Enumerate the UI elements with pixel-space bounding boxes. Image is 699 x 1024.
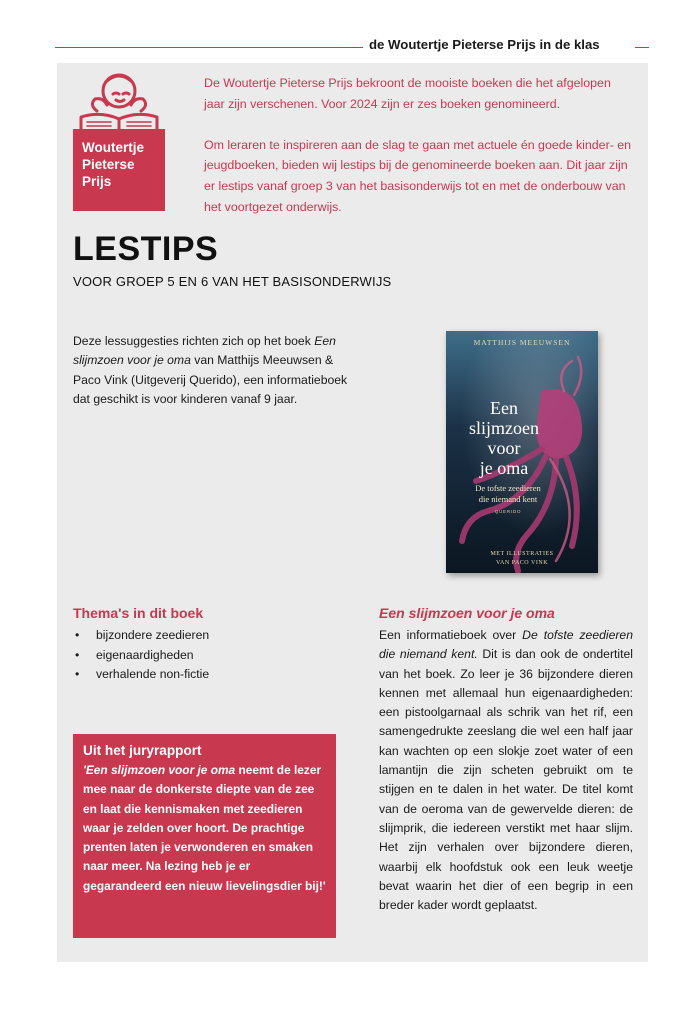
themes-list [73,626,209,685]
list-item [73,626,209,646]
cover-subtitle-line: die niemand kent [478,494,538,504]
cover-title-line: je oma [479,458,529,478]
book-subtitle: De tofste zeedieren die niemand kent. [379,628,633,662]
header-rule-left [55,47,363,48]
logo-line: Pieterse [82,157,135,172]
cover-illustrator-line: MET ILLUSTRATIES [490,551,554,557]
jury-report-box [73,734,336,938]
book-text-body: Dit is dan ook de ondertitel van het boek. Zo leer je 36 bijzondere dieren kennen met allemaal hun eigenaardigheden: een pistoolgarnaal als schrik van het rif, een samengedrukte zeeslang die wel een half jaar kan wachten op een slokje zoet water of een lamantijn die zijn scheten gebruikt om te stijgen en te dalen in het water. De titel komt van de oeroma van de gewervelde dieren: de slijmprik, die iedereen verstikt met haar slijm. Het zijn verhalen over bijzondere dieren, waarbij elk hoofdstuk ook een leuk weetje bevat waarin het dier of een begrip in een breder kader wordt geplaatst. [379,647,633,913]
theme-label: bijzondere zeedieren [96,628,210,642]
jury-report-heading: Uit het juryrapport [83,743,202,758]
lesson-description [73,332,363,409]
theme-label: verhalende non-fictie [96,667,210,681]
book-text-intro: Een informatieboek over [379,628,523,642]
cover-title-line: Een [490,398,518,418]
header-rule-right [635,47,649,48]
description-text: van Matthijs Meeuwsen & Paco Vink (Uitgeverij Querido), een informatieboek dat geschikt is voor kinderen vanaf 9 jaar. [73,353,348,406]
jury-quote-book-title: 'Een slijmzoen voor je oma [83,763,236,777]
jury-report-quote [83,761,326,896]
book-cover-art [446,331,598,573]
prize-logo [73,67,165,211]
jury-quote-text: neemt de lezer mee naar de donkerste diepte van de zee en laat die kennismaken met zeedieren waar je zelden over hoort. De prachtige prenten laten je verwonderen en smaken naar meer. Na lezing heb je er gegarandeerd een nieuw lievelingsdier bij!' [83,763,326,893]
bullet-icon: • [75,628,80,642]
bullet-icon: • [75,667,80,681]
book-description [379,626,633,915]
intro-paragraph-2: Om leraren te inspireren aan de slag te gaan met actuele én goede kinder- en jeugdboeken, bieden wij lestips bij de genomineerde boeken aan. Dit jaar zijn er lestips vanaf groep 3 van het basisonderwijs tot en met de onderbouw van het voortgezet onderwijs. [204,137,632,214]
page-title: LESTIPS [73,230,219,268]
bullet-icon: • [75,647,80,662]
prize-logo-label [73,129,165,211]
cover-illustrator-line: VAN PACO VINK [495,560,549,566]
cover-title-line: slijmzoen [469,418,539,438]
reading-child-icon [73,67,165,131]
list-item [73,646,209,666]
description-text: Deze lessuggesties richten zich op het boek [73,334,315,348]
cover-author: MATTHIJS MEEUWSEN [473,338,571,347]
cover-title-line: voor [487,438,521,458]
cover-subtitle-line: De tofste zeedieren [475,483,541,493]
intro-paragraph-1: De Woutertje Pieterse Prijs bekroont de mooiste boeken die het afgelopen jaar zijn verschenen. Voor 2024 zijn er zes boeken genomineerd. [204,76,611,111]
intro-text [204,73,634,238]
logo-line: Woutertje [82,140,145,155]
theme-label: eigenaardigheden [96,647,194,662]
cover-publisher: QUERIDO [494,509,522,514]
description-book-title: Een slijmzoen voor je oma [73,334,336,368]
header-title: de Woutertje Pieterse Prijs in de klas [369,37,600,52]
page-subtitle: VOOR GROEP 5 EN 6 VAN HET BASISONDERWIJS [73,274,392,289]
themes-heading: Thema's in dit boek [73,605,204,621]
book-cover [446,331,598,573]
logo-line: Prijs [82,174,112,189]
book-heading: Een slijmzoen voor je oma [379,605,555,621]
list-item [73,665,209,685]
